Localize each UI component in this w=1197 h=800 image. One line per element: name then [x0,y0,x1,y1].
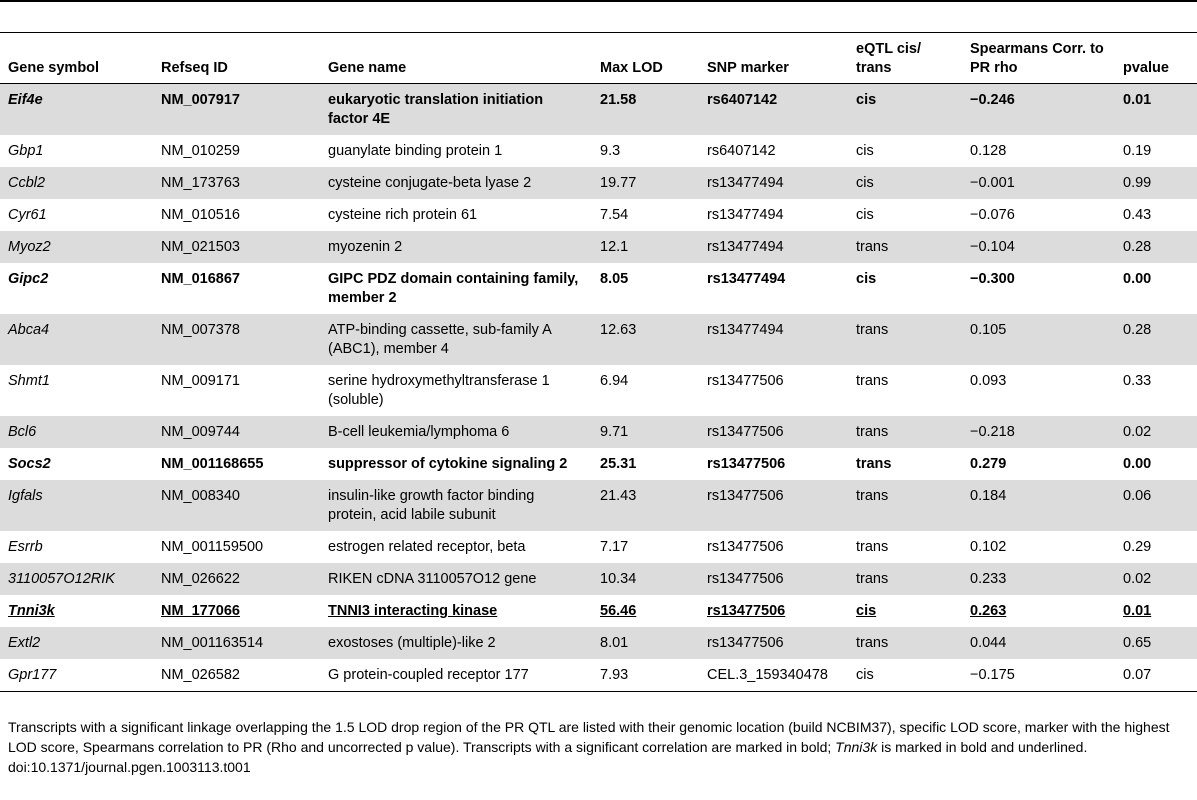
eqtl-text: cis [856,271,877,287]
cell-spearman-rho [962,416,1115,448]
eqtl-text: trans [856,488,889,504]
cell-gene-name [320,365,592,416]
cell-gene-symbol [0,84,153,136]
cell-snp-marker [699,627,848,659]
cell-snp-marker [699,531,848,563]
snp-marker-text: rs13477506 [707,571,784,587]
table-row [0,480,1197,531]
eqtl-text: trans [856,635,889,651]
snp-marker-text: rs6407142 [707,92,778,108]
gene-symbol-text: Abca4 [8,322,50,338]
table-row [0,135,1197,167]
cell-gene-symbol [0,563,153,595]
cell-gene-name [320,84,592,136]
cell-gene-symbol [0,199,153,231]
eqtl-text: trans [856,373,889,389]
cell-eqtl [848,480,962,531]
cell-max-lod [592,659,699,692]
pvalue-text: 0.19 [1123,143,1152,159]
spearman-rho-text: 0.263 [970,603,1007,619]
gene-name-text: G protein-coupled receptor 177 [328,667,529,683]
snp-marker-text: CEL.3_159340478 [707,667,828,683]
cell-spearman-rho [962,531,1115,563]
max-lod-text: 12.1 [600,239,629,255]
pvalue-text: 0.99 [1123,175,1152,191]
cell-max-lod [592,531,699,563]
cell-spearman-rho [962,563,1115,595]
cell-refseq-id [153,448,320,480]
cell-gene-name [320,627,592,659]
snp-marker-text: rs13477506 [707,539,784,555]
cell-spearman-rho [962,135,1115,167]
cell-max-lod [592,314,699,365]
cell-refseq-id [153,416,320,448]
cell-spearman-rho [962,365,1115,416]
table-row [0,531,1197,563]
cell-refseq-id [153,365,320,416]
eqtl-text: trans [856,424,889,440]
cell-spearman-rho [962,627,1115,659]
gene-name-text: GIPC PDZ domain containing family, member 2 [328,271,579,306]
cell-gene-symbol [0,365,153,416]
max-lod-text: 8.05 [600,271,629,287]
cell-eqtl [848,563,962,595]
gene-symbol-text: Extl2 [8,635,41,651]
gene-name-text: suppressor of cytokine signaling 2 [328,456,568,472]
cell-spearman-rho [962,448,1115,480]
cell-refseq-id [153,314,320,365]
gene-name-text: RIKEN cDNA 3110057O12 gene [328,571,537,587]
snp-marker-text: rs13477494 [707,207,784,223]
header-max-lod: Max LOD [600,60,663,76]
snp-marker-text: rs13477494 [707,175,784,191]
table-row [0,563,1197,595]
gene-symbol-text: Socs2 [8,456,51,472]
refseq-id-text: NM_008340 [161,488,240,504]
cell-eqtl [848,595,962,627]
eqtl-text: cis [856,143,874,159]
max-lod-text: 6.94 [600,373,629,389]
cell-snp-marker [699,314,848,365]
cell-pvalue [1115,263,1197,314]
cell-eqtl [848,263,962,314]
gene-name-text: ATP-binding cassette, sub-family A (ABC1), member 4 [328,322,551,357]
cell-gene-symbol [0,659,153,692]
spearman-rho-text: −0.076 [970,207,1015,223]
cell-eqtl [848,167,962,199]
spearman-rho-text: −0.246 [970,92,1015,108]
cell-snp-marker [699,231,848,263]
cell-gene-name [320,480,592,531]
gene-name-text: exostoses (multiple)-like 2 [328,635,496,651]
refseq-id-text: NM_021503 [161,239,240,255]
refseq-id-text: NM_001168655 [161,456,264,472]
cell-max-lod [592,135,699,167]
max-lod-text: 12.63 [600,322,637,338]
pvalue-text: 0.01 [1123,603,1152,619]
cell-snp-marker [699,480,848,531]
cell-max-lod [592,84,699,136]
cell-gene-name [320,314,592,365]
cell-gene-symbol [0,531,153,563]
table-row [0,416,1197,448]
table-row [0,263,1197,314]
max-lod-text: 25.31 [600,456,637,472]
refseq-id-text: NM_010259 [161,143,240,159]
spearman-rho-text: 0.044 [970,635,1007,651]
refseq-id-text: NM_009171 [161,373,240,389]
eqtl-text: cis [856,175,874,191]
pvalue-text: 0.33 [1123,373,1152,389]
cell-snp-marker [699,263,848,314]
cell-gene-name [320,531,592,563]
cell-max-lod [592,167,699,199]
gene-symbol-text: Shmt1 [8,373,50,389]
gene-symbol-text: Cyr61 [8,207,47,223]
cell-max-lod [592,627,699,659]
cell-refseq-id [153,595,320,627]
cell-refseq-id [153,563,320,595]
pvalue-text: 0.65 [1123,635,1152,651]
header-top-rule [0,32,1197,33]
cell-spearman-rho [962,659,1115,692]
pvalue-text: 0.01 [1123,92,1152,108]
eqtl-text: trans [856,322,889,338]
refseq-id-text: NM_001159500 [161,539,264,555]
cell-gene-symbol [0,314,153,365]
table-row [0,167,1197,199]
eqtl-text: trans [856,456,892,472]
max-lod-text: 7.93 [600,667,629,683]
gene-symbol-text: 3110057O12RIK [8,571,115,587]
cell-refseq-id [153,263,320,314]
cell-snp-marker [699,135,848,167]
table-footnote [8,717,1197,777]
cell-pvalue [1115,659,1197,692]
cell-gene-name [320,231,592,263]
cell-pvalue [1115,416,1197,448]
cell-eqtl [848,659,962,692]
footnote-part-2: is marked in bold and underlined. [877,739,1088,755]
pvalue-text: 0.00 [1123,456,1152,472]
snp-marker-text: rs13477494 [707,239,784,255]
snp-marker-text: rs13477494 [707,271,786,287]
cell-pvalue [1115,84,1197,136]
snp-marker-text: rs13477506 [707,488,784,504]
refseq-id-text: NM_007378 [161,322,240,338]
table-row [0,314,1197,365]
gene-name-text: insulin-like growth factor binding protein, acid labile subunit [328,488,535,523]
cell-snp-marker [699,659,848,692]
max-lod-text: 7.54 [600,207,629,223]
cell-gene-symbol [0,480,153,531]
cell-snp-marker [699,84,848,136]
refseq-id-text: NM_016867 [161,271,240,287]
table-row [0,595,1197,627]
gene-symbol-text: Bcl6 [8,424,37,440]
cell-eqtl [848,627,962,659]
refseq-id-text: NM_009744 [161,424,240,440]
header-gene-name: Gene name [328,60,407,76]
footnote-part-1: Transcripts with a significant linkage overlapping the 1.5 LOD drop region of the PR QTL are listed with their genomic location (build NCBIM37), specific LOD score, marker with the highest LOD score, Spearmans correlation to PR (Rho and uncorrected p value). Transcripts with a significant correlation are marked in bold; [8,719,1170,755]
spearman-rho-text: −0.104 [970,239,1015,255]
cell-eqtl [848,531,962,563]
spearman-rho-text: −0.001 [970,175,1015,191]
table-row [0,231,1197,263]
spearman-rho-text: 0.102 [970,539,1007,555]
cell-eqtl [848,314,962,365]
cell-gene-symbol [0,135,153,167]
cell-eqtl [848,448,962,480]
cell-max-lod [592,263,699,314]
cell-snp-marker [699,595,848,627]
table-body [0,84,1197,692]
refseq-id-text: NM_026582 [161,667,240,683]
max-lod-text: 9.71 [600,424,629,440]
cell-snp-marker [699,167,848,199]
cell-gene-symbol [0,263,153,314]
snp-marker-text: rs13477506 [707,424,784,440]
footnote-gene: Tnni3k [835,739,878,755]
cell-max-lod [592,595,699,627]
cell-max-lod [592,563,699,595]
refseq-id-text: NM_177066 [161,603,240,619]
eqtl-text: cis [856,92,877,108]
spearman-rho-text: 0.279 [970,456,1007,472]
max-lod-text: 56.46 [600,603,637,619]
gene-name-text: cysteine conjugate-beta lyase 2 [328,175,532,191]
cell-gene-name [320,199,592,231]
header-snp-marker: SNP marker [707,60,789,76]
gene-name-text: estrogen related receptor, beta [328,539,526,555]
cell-pvalue [1115,448,1197,480]
max-lod-text: 19.77 [600,175,637,191]
header-pvalue: pvalue [1123,60,1169,76]
cell-spearman-rho [962,167,1115,199]
pvalue-text: 0.28 [1123,322,1152,338]
cell-pvalue [1115,199,1197,231]
cell-gene-symbol [0,448,153,480]
pvalue-text: 0.28 [1123,239,1152,255]
refseq-id-text: NM_026622 [161,571,240,587]
gene-symbol-text: Eif4e [8,92,43,108]
cell-pvalue [1115,135,1197,167]
cell-pvalue [1115,563,1197,595]
cell-pvalue [1115,595,1197,627]
refseq-id-text: NM_007917 [161,92,240,108]
gene-symbol-text: Ccbl2 [8,175,46,191]
pvalue-text: 0.06 [1123,488,1152,504]
eqtl-text: cis [856,207,874,223]
cell-gene-symbol [0,167,153,199]
cell-gene-name [320,416,592,448]
cell-max-lod [592,365,699,416]
max-lod-text: 7.17 [600,539,629,555]
header-eqtl: eQTL cis/ trans [856,41,922,76]
cell-snp-marker [699,563,848,595]
cell-spearman-rho [962,595,1115,627]
cell-gene-name [320,135,592,167]
table-row [0,659,1197,692]
cell-refseq-id [153,231,320,263]
table-row [0,365,1197,416]
gene-symbol-text: Esrrb [8,539,43,555]
gene-name-text: myozenin 2 [328,239,403,255]
spearman-rho-text: −0.300 [970,271,1015,287]
cell-gene-name [320,563,592,595]
gene-name-text: serine hydroxymethyltransferase 1 (soluble) [328,373,550,408]
refseq-id-text: NM_173763 [161,175,240,191]
gene-symbol-text: Igfals [8,488,43,504]
cell-spearman-rho [962,480,1115,531]
gene-name-text: guanylate binding protein 1 [328,143,503,159]
cell-max-lod [592,480,699,531]
pvalue-text: 0.07 [1123,667,1152,683]
cell-snp-marker [699,416,848,448]
cell-spearman-rho [962,263,1115,314]
top-rule [0,0,1197,2]
spearman-rho-text: 0.184 [970,488,1007,504]
header-spearman: Spearmans Corr. to PR rho [970,41,1104,76]
cell-max-lod [592,416,699,448]
eqtl-text: trans [856,239,889,255]
table-row [0,448,1197,480]
cell-pvalue [1115,167,1197,199]
max-lod-text: 9.3 [600,143,621,159]
cell-pvalue [1115,531,1197,563]
max-lod-text: 21.58 [600,92,637,108]
gene-symbol-text: Tnni3k [8,603,55,619]
gene-name-text: B-cell leukemia/lymphoma 6 [328,424,510,440]
cell-pvalue [1115,365,1197,416]
gene-symbol-text: Gpr177 [8,667,57,683]
refseq-id-text: NM_001163514 [161,635,264,651]
gene-table [0,36,1197,692]
cell-snp-marker [699,365,848,416]
cell-gene-name [320,263,592,314]
header-gene-symbol: Gene symbol [8,60,100,76]
cell-gene-name [320,448,592,480]
pvalue-text: 0.29 [1123,539,1152,555]
table-row [0,627,1197,659]
snp-marker-text: rs13477506 [707,603,786,619]
pvalue-text: 0.02 [1123,424,1152,440]
max-lod-text: 8.01 [600,635,629,651]
spearman-rho-text: −0.218 [970,424,1015,440]
cell-eqtl [848,135,962,167]
gene-symbol-text: Gbp1 [8,143,44,159]
cell-snp-marker [699,199,848,231]
footnote-text [8,717,1197,757]
gene-symbol-text: Gipc2 [8,271,49,287]
cell-refseq-id [153,627,320,659]
cell-eqtl [848,231,962,263]
gene-name-text: eukaryotic translation initiation factor 4E [328,92,544,127]
cell-refseq-id [153,480,320,531]
table-row [0,199,1197,231]
snp-marker-text: rs13477506 [707,635,784,651]
eqtl-text: trans [856,539,889,555]
cell-eqtl [848,416,962,448]
cell-spearman-rho [962,314,1115,365]
cell-gene-symbol [0,231,153,263]
cell-gene-name [320,659,592,692]
cell-spearman-rho [962,231,1115,263]
cell-refseq-id [153,199,320,231]
cell-pvalue [1115,231,1197,263]
snp-marker-text: rs13477506 [707,373,784,389]
gene-symbol-text: Myoz2 [8,239,51,255]
table-row [0,84,1197,136]
doi-link[interactable]: doi:10.1371/journal.pgen.1003113.t001 [8,759,251,775]
cell-max-lod [592,231,699,263]
snp-marker-text: rs6407142 [707,143,776,159]
spearman-rho-text: 0.105 [970,322,1007,338]
cell-gene-symbol [0,595,153,627]
eqtl-text: cis [856,603,877,619]
cell-eqtl [848,199,962,231]
pvalue-text: 0.43 [1123,207,1152,223]
cell-snp-marker [699,448,848,480]
cell-eqtl [848,365,962,416]
gene-name-text: cysteine rich protein 61 [328,207,478,223]
refseq-id-text: NM_010516 [161,207,240,223]
spearman-rho-text: 0.093 [970,373,1007,389]
cell-spearman-rho [962,84,1115,136]
pvalue-text: 0.00 [1123,271,1152,287]
snp-marker-text: rs13477494 [707,322,784,338]
max-lod-text: 10.34 [600,571,637,587]
spearman-rho-text: 0.233 [970,571,1007,587]
cell-pvalue [1115,627,1197,659]
cell-pvalue [1115,314,1197,365]
eqtl-text: trans [856,571,889,587]
spearman-rho-text: −0.175 [970,667,1015,683]
cell-gene-symbol [0,416,153,448]
cell-pvalue [1115,480,1197,531]
cell-gene-name [320,167,592,199]
cell-gene-symbol [0,627,153,659]
cell-eqtl [848,84,962,136]
max-lod-text: 21.43 [600,488,637,504]
cell-max-lod [592,199,699,231]
header-row [0,36,1197,84]
eqtl-text: cis [856,667,874,683]
cell-refseq-id [153,167,320,199]
cell-max-lod [592,448,699,480]
cell-refseq-id [153,84,320,136]
cell-refseq-id [153,135,320,167]
cell-gene-name [320,595,592,627]
spearman-rho-text: 0.128 [970,143,1007,159]
cell-spearman-rho [962,199,1115,231]
header-refseq-id: Refseq ID [161,60,228,76]
cell-refseq-id [153,659,320,692]
pvalue-text: 0.02 [1123,571,1152,587]
cell-refseq-id [153,531,320,563]
snp-marker-text: rs13477506 [707,456,786,472]
gene-name-text: TNNI3 interacting kinase [328,603,498,619]
